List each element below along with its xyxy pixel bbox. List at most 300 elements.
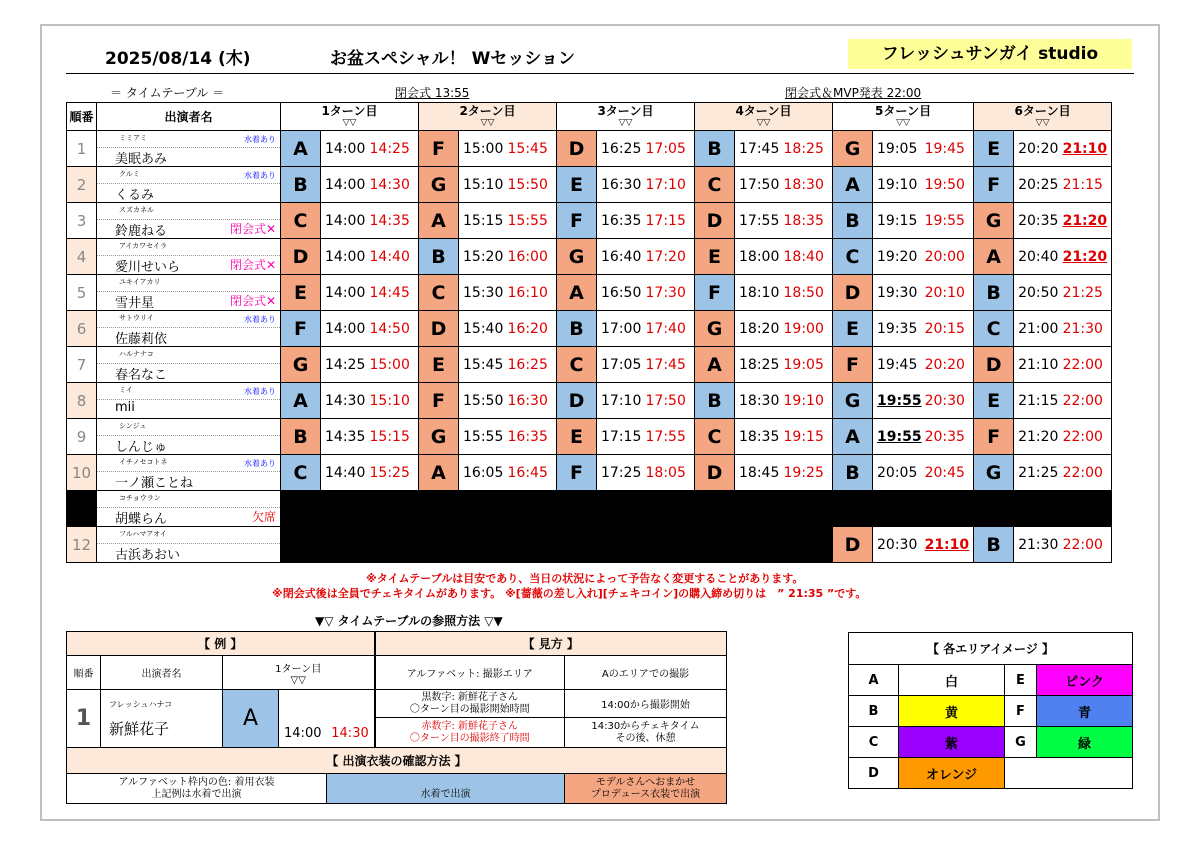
name-header: 出演者名 bbox=[97, 103, 281, 131]
end-time: 17:05 bbox=[643, 131, 695, 167]
end-time: 19:55 bbox=[922, 203, 974, 239]
view-start: 黒数字: 新鮮花子さん 〇ターン目の撮影開始時間 bbox=[375, 690, 565, 718]
area-letter: D bbox=[833, 275, 873, 311]
end-time: 14:40 bbox=[367, 239, 419, 275]
area-letter: F bbox=[557, 203, 597, 239]
table-row bbox=[67, 455, 1112, 491]
area-letter: D bbox=[695, 203, 735, 239]
end-time: 19:10 bbox=[781, 383, 833, 419]
start-time: 21:15 bbox=[1014, 383, 1060, 419]
start-time: 20:20 bbox=[1014, 131, 1060, 167]
end-time: 14:35 bbox=[367, 203, 419, 239]
area-letter: E bbox=[974, 383, 1014, 419]
area-color: ピンク bbox=[1037, 665, 1133, 696]
performer-note: 水着あり bbox=[244, 387, 276, 396]
area-letter: A bbox=[833, 419, 873, 455]
start-time: 19:10 bbox=[873, 167, 922, 203]
legend-title: ▼▽ タイムテーブルの参照方法 ▽▼ bbox=[315, 614, 503, 628]
costume-swimsuit: 水着で出演 bbox=[327, 774, 565, 804]
end-time: 20:20 bbox=[922, 347, 974, 383]
mvp-time: 閉会式＆MVP発表 22:00 bbox=[785, 86, 922, 100]
area-letter: A bbox=[419, 455, 459, 491]
start-time: 16:35 bbox=[597, 203, 643, 239]
start-time: 14:40 bbox=[321, 455, 367, 491]
start-time: 14:00 bbox=[321, 203, 367, 239]
area-key: C bbox=[849, 727, 899, 758]
end-time: 19:00 bbox=[781, 311, 833, 347]
performer-name: しんじゅ bbox=[115, 440, 168, 455]
absent-block bbox=[281, 491, 1112, 527]
end-time: 15:00 bbox=[367, 347, 419, 383]
start-time: 14:00 bbox=[321, 275, 367, 311]
performer-name: 佐藤莉依 bbox=[115, 332, 168, 347]
start-time: 18:30 bbox=[735, 383, 781, 419]
area-letter: E bbox=[281, 275, 321, 311]
area-letter: B bbox=[833, 455, 873, 491]
start-time: 20:35 bbox=[1014, 203, 1060, 239]
area-letter: A bbox=[833, 167, 873, 203]
start-time: 17:45 bbox=[735, 131, 781, 167]
performer-kana: アイカワセイラ bbox=[119, 242, 167, 250]
area-letter: A bbox=[974, 239, 1014, 275]
start-time: 17:50 bbox=[735, 167, 781, 203]
area-letter: C bbox=[833, 239, 873, 275]
end-time: 21:15 bbox=[1060, 167, 1112, 203]
area-letter: F bbox=[419, 131, 459, 167]
area-letter: B bbox=[419, 239, 459, 275]
row-number: 4 bbox=[67, 239, 97, 275]
performer-cell bbox=[97, 419, 281, 455]
row-number: 5 bbox=[67, 275, 97, 311]
area-letter: D bbox=[974, 347, 1014, 383]
performer-kana: ハルナナコ bbox=[119, 350, 154, 358]
area-letter: D bbox=[557, 131, 597, 167]
start-time: 17:15 bbox=[597, 419, 643, 455]
area-letter: A bbox=[557, 275, 597, 311]
performer-note: 水着あり bbox=[244, 135, 276, 144]
area-letter: F bbox=[695, 275, 735, 311]
performer-name: 胡蝶らん bbox=[115, 512, 168, 527]
area-letter: B bbox=[281, 167, 321, 203]
end-time: 17:10 bbox=[643, 167, 695, 203]
area-letter: C bbox=[419, 275, 459, 311]
table-row bbox=[67, 347, 1112, 383]
start-time: 21:25 bbox=[1014, 455, 1060, 491]
ex-name-head: 出演者名 bbox=[101, 656, 223, 690]
start-time: 21:10 bbox=[1014, 347, 1060, 383]
end-time: 20:45 bbox=[922, 455, 974, 491]
start-time: 14:30 bbox=[321, 383, 367, 419]
row-number: 9 bbox=[67, 419, 97, 455]
area-letter: C bbox=[557, 347, 597, 383]
area-letter: E bbox=[974, 131, 1014, 167]
performer-kana: コチョウラン bbox=[119, 494, 161, 502]
performer-kana: クルミ bbox=[119, 170, 140, 178]
area-letter: B bbox=[833, 203, 873, 239]
performer-cell bbox=[97, 131, 281, 167]
schedule-date: 2025/08/14 (木) bbox=[105, 49, 251, 69]
performer-cell bbox=[97, 455, 281, 491]
start-time: 20:05 bbox=[873, 455, 922, 491]
end-time: 18:40 bbox=[781, 239, 833, 275]
end-time: 15:10 bbox=[367, 383, 419, 419]
view-head: 【 見方 】 bbox=[375, 632, 727, 656]
end-time: 16:30 bbox=[505, 383, 557, 419]
performer-name: 古浜あおい bbox=[115, 548, 181, 563]
end-time: 17:50 bbox=[643, 383, 695, 419]
performer-note: 水着あり bbox=[244, 171, 276, 180]
area-letter: C bbox=[281, 203, 321, 239]
end-time: 14:30 bbox=[367, 167, 419, 203]
performer-name: 美眠あみ bbox=[115, 152, 168, 167]
area-color: 黄 bbox=[899, 696, 1005, 727]
performer-name: くるみ bbox=[115, 188, 155, 203]
performer-cell bbox=[97, 347, 281, 383]
end-time: 18:25 bbox=[781, 131, 833, 167]
end-time: 15:45 bbox=[505, 131, 557, 167]
start-time: 19:20 bbox=[873, 239, 922, 275]
view-end: 赤数字: 新鮮花子さん 〇ターン目の撮影終了時間 bbox=[375, 718, 565, 748]
studio-name: フレッシュサンガイ studio bbox=[848, 39, 1132, 69]
area-letter: C bbox=[974, 311, 1014, 347]
start-time: 16:40 bbox=[597, 239, 643, 275]
start-time: 16:05 bbox=[459, 455, 505, 491]
area-letter: C bbox=[695, 419, 735, 455]
start-time: 19:45 bbox=[873, 347, 922, 383]
row-number: 7 bbox=[67, 347, 97, 383]
ex-turn-head: 1ターン目 ▽▽ bbox=[223, 656, 375, 690]
end-time: 15:50 bbox=[505, 167, 557, 203]
table-row bbox=[67, 167, 1112, 203]
closing-time: 閉会式 13:55 bbox=[395, 86, 470, 100]
area-letter: E bbox=[833, 311, 873, 347]
performer-cell bbox=[97, 167, 281, 203]
performer-cell bbox=[97, 275, 281, 311]
performer-note: 水着あり bbox=[244, 459, 276, 468]
end-time: 19:45 bbox=[922, 131, 974, 167]
start-time: 20:50 bbox=[1014, 275, 1060, 311]
timetable bbox=[66, 102, 1112, 563]
reference-table bbox=[66, 631, 727, 804]
performer-cell bbox=[97, 203, 281, 239]
area-color: 白 bbox=[899, 665, 1005, 696]
start-time: 21:00 bbox=[1014, 311, 1060, 347]
turn-header-4: 4ターン目 ▽▽ bbox=[695, 103, 833, 131]
area-letter: D bbox=[695, 455, 735, 491]
row-number: 2 bbox=[67, 167, 97, 203]
view-alpha: アルファベット: 撮影エリア bbox=[375, 656, 565, 690]
end-time: 15:25 bbox=[367, 455, 419, 491]
row-number: 8 bbox=[67, 383, 97, 419]
start-time: 14:25 bbox=[321, 347, 367, 383]
end-time: 17:15 bbox=[643, 203, 695, 239]
example-head: 【 例 】 bbox=[67, 632, 375, 656]
end-time: 20:10 bbox=[922, 275, 974, 311]
end-time: 16:10 bbox=[505, 275, 557, 311]
timetable-label: ＝ タイムテーブル ＝ bbox=[110, 86, 225, 100]
area-letter: A bbox=[695, 347, 735, 383]
area-letter: A bbox=[419, 203, 459, 239]
num-header: 順番 bbox=[67, 103, 97, 131]
area-letter: A bbox=[281, 383, 321, 419]
start-time: 20:30 bbox=[873, 527, 922, 563]
row-number: 6 bbox=[67, 311, 97, 347]
performer-name: mii bbox=[115, 400, 135, 415]
view-start-desc: 14:00から撮影開始 bbox=[565, 690, 727, 718]
area-letter: F bbox=[974, 167, 1014, 203]
area-letter: B bbox=[557, 311, 597, 347]
start-time: 18:00 bbox=[735, 239, 781, 275]
table-row bbox=[67, 383, 1112, 419]
area-color: 緑 bbox=[1037, 727, 1133, 758]
start-time: 17:55 bbox=[735, 203, 781, 239]
end-time: 21:20 bbox=[1060, 203, 1112, 239]
area-letter: D bbox=[281, 239, 321, 275]
end-time: 17:30 bbox=[643, 275, 695, 311]
end-time: 22:00 bbox=[1060, 419, 1112, 455]
table-row bbox=[67, 239, 1112, 275]
performer-kana: ミミアミ bbox=[119, 134, 147, 142]
area-letter: F bbox=[419, 383, 459, 419]
start-time: 16:25 bbox=[597, 131, 643, 167]
blank-block bbox=[281, 527, 833, 563]
area-key: D bbox=[849, 758, 899, 789]
row-number: 12 bbox=[67, 527, 97, 563]
area-letter: B bbox=[695, 131, 735, 167]
view-end-desc: 14:30からチェキタイム その後、休憩 bbox=[565, 718, 727, 748]
end-time: 21:25 bbox=[1060, 275, 1112, 311]
area-title: 【 各エリアイメージ 】 bbox=[849, 633, 1133, 665]
start-time: 14:00 bbox=[321, 239, 367, 275]
start-time: 14:00 bbox=[321, 311, 367, 347]
end-time: 17:55 bbox=[643, 419, 695, 455]
start-time: 19:35 bbox=[873, 311, 922, 347]
start-time: 19:55 bbox=[873, 383, 922, 419]
performer-kana: ユキイアカリ bbox=[119, 278, 161, 286]
area-letter: E bbox=[557, 419, 597, 455]
performer-note: 水着あり bbox=[244, 315, 276, 324]
area-letter: G bbox=[695, 311, 735, 347]
area-letter: F bbox=[557, 455, 597, 491]
turn-header-6: 6ターン目 ▽▽ bbox=[974, 103, 1112, 131]
end-time: 16:35 bbox=[505, 419, 557, 455]
area-letter: F bbox=[974, 419, 1014, 455]
area-letter: G bbox=[974, 203, 1014, 239]
row-number: 1 bbox=[67, 131, 97, 167]
costume-produce: モデルさんへおまかせ プロデュース衣装で出演 bbox=[565, 774, 727, 804]
start-time: 20:40 bbox=[1014, 239, 1060, 275]
start-time: 21:20 bbox=[1014, 419, 1060, 455]
area-letter: B bbox=[974, 275, 1014, 311]
performer-kana: スズカネル bbox=[119, 206, 154, 214]
area-letter: G bbox=[419, 167, 459, 203]
ex-num: 1 bbox=[67, 690, 101, 748]
end-time: 16:00 bbox=[505, 239, 557, 275]
end-time: 22:00 bbox=[1060, 527, 1112, 563]
start-time: 17:00 bbox=[597, 311, 643, 347]
performer-cell bbox=[97, 491, 281, 527]
area-letter: B bbox=[695, 383, 735, 419]
start-time: 16:30 bbox=[597, 167, 643, 203]
start-time: 21:30 bbox=[1014, 527, 1060, 563]
start-time: 15:55 bbox=[459, 419, 505, 455]
area-color: 紫 bbox=[899, 727, 1005, 758]
start-time: 20:25 bbox=[1014, 167, 1060, 203]
performer-name: 一ノ瀬ことね bbox=[115, 476, 194, 491]
performer-note: 閉会式✕ bbox=[229, 222, 276, 236]
end-time: 16:25 bbox=[505, 347, 557, 383]
ex-name-cell: フレッシュハナコ 新鮮花子 bbox=[101, 690, 223, 748]
start-time: 15:40 bbox=[459, 311, 505, 347]
performer-kana: フルハマアオイ bbox=[119, 530, 167, 538]
start-time: 15:45 bbox=[459, 347, 505, 383]
performer-note: 閉会式✕ bbox=[229, 258, 276, 272]
area-letter: D bbox=[833, 527, 873, 563]
area-letter: G bbox=[833, 131, 873, 167]
header-divider bbox=[66, 73, 1134, 74]
table-row bbox=[67, 275, 1112, 311]
end-time: 15:55 bbox=[505, 203, 557, 239]
area-color: 青 bbox=[1037, 696, 1133, 727]
end-time: 18:30 bbox=[781, 167, 833, 203]
area-letter: G bbox=[419, 419, 459, 455]
turn-header-2: 2ターン目 ▽▽ bbox=[419, 103, 557, 131]
start-time: 15:10 bbox=[459, 167, 505, 203]
start-time: 18:20 bbox=[735, 311, 781, 347]
end-time: 19:05 bbox=[781, 347, 833, 383]
end-time: 14:50 bbox=[367, 311, 419, 347]
area-letter: B bbox=[281, 419, 321, 455]
performer-kana: シンジュ bbox=[119, 422, 147, 430]
end-time: 19:25 bbox=[781, 455, 833, 491]
ex-end: 14:30 bbox=[327, 690, 375, 748]
end-time: 19:50 bbox=[922, 167, 974, 203]
end-time: 19:15 bbox=[781, 419, 833, 455]
event-title: お盆スペシャル！ Wセッション bbox=[330, 49, 575, 69]
start-time: 15:15 bbox=[459, 203, 505, 239]
area-letter: G bbox=[281, 347, 321, 383]
end-time: 17:20 bbox=[643, 239, 695, 275]
performer-note: 欠席 bbox=[251, 510, 276, 524]
end-time: 22:00 bbox=[1060, 455, 1112, 491]
performer-cell bbox=[97, 239, 281, 275]
area-letter: G bbox=[557, 239, 597, 275]
performer-name: 春名なこ bbox=[115, 368, 168, 383]
end-time: 21:10 bbox=[922, 527, 974, 563]
performer-name: 雪井星 bbox=[115, 296, 155, 311]
performer-cell bbox=[97, 383, 281, 419]
end-time: 15:15 bbox=[367, 419, 419, 455]
performer-kana: サトウリイ bbox=[119, 314, 154, 322]
end-time: 17:40 bbox=[643, 311, 695, 347]
ex-start: 14:00 bbox=[279, 690, 327, 748]
area-letter: D bbox=[557, 383, 597, 419]
performer-cell bbox=[97, 311, 281, 347]
end-time: 22:00 bbox=[1060, 347, 1112, 383]
row-number bbox=[67, 491, 97, 527]
end-time: 16:45 bbox=[505, 455, 557, 491]
start-time: 18:25 bbox=[735, 347, 781, 383]
area-letter: F bbox=[833, 347, 873, 383]
costume-desc: アルファベット枠内の色: 着用衣装 上記例は水着で出演 bbox=[67, 774, 327, 804]
end-time: 18:05 bbox=[643, 455, 695, 491]
area-key: B bbox=[849, 696, 899, 727]
area-letter: F bbox=[281, 311, 321, 347]
area-key: E bbox=[1005, 665, 1037, 696]
end-time: 20:00 bbox=[922, 239, 974, 275]
timetable-note-2: ※閉会式後は全員でチェキタイムがあります。 ※[薔薇の差し入れ][チェキコイン]の購入締め切りは ” 21:35 ”です。 bbox=[272, 587, 867, 600]
start-time: 18:35 bbox=[735, 419, 781, 455]
start-time: 17:10 bbox=[597, 383, 643, 419]
end-time: 21:10 bbox=[1060, 131, 1112, 167]
end-time: 21:30 bbox=[1060, 311, 1112, 347]
start-time: 14:00 bbox=[321, 131, 367, 167]
area-table bbox=[848, 632, 1133, 789]
performer-name: 鈴鹿ねる bbox=[115, 224, 168, 239]
performer-note: 閉会式✕ bbox=[229, 294, 276, 308]
performer-kana: ミイ bbox=[119, 386, 133, 394]
area-color: オレンジ bbox=[899, 758, 1005, 789]
start-time: 19:55 bbox=[873, 419, 922, 455]
end-time: 18:50 bbox=[781, 275, 833, 311]
start-time: 15:00 bbox=[459, 131, 505, 167]
table-row bbox=[67, 491, 1112, 527]
ex-letter: A bbox=[223, 690, 279, 748]
area-key: G bbox=[1005, 727, 1037, 758]
start-time: 14:35 bbox=[321, 419, 367, 455]
area-letter: E bbox=[557, 167, 597, 203]
row-number: 10 bbox=[67, 455, 97, 491]
area-key: F bbox=[1005, 696, 1037, 727]
area-letter: B bbox=[974, 527, 1014, 563]
area-letter: G bbox=[974, 455, 1014, 491]
area-empty bbox=[1005, 758, 1133, 789]
area-key: A bbox=[849, 665, 899, 696]
timetable-note-1: ※タイムテーブルは目安であり、当日の状況によって予告なく変更することがあります。 bbox=[366, 572, 804, 585]
end-time: 14:25 bbox=[367, 131, 419, 167]
table-row bbox=[67, 131, 1112, 167]
area-letter: E bbox=[695, 239, 735, 275]
start-time: 15:50 bbox=[459, 383, 505, 419]
area-letter: C bbox=[695, 167, 735, 203]
area-letter: A bbox=[281, 131, 321, 167]
performer-kana: イチノセコトネ bbox=[119, 458, 168, 466]
performer-cell bbox=[97, 527, 281, 563]
turn-header-1: 1ターン目 ▽▽ bbox=[281, 103, 419, 131]
start-time: 17:25 bbox=[597, 455, 643, 491]
start-time: 17:05 bbox=[597, 347, 643, 383]
end-time: 18:35 bbox=[781, 203, 833, 239]
end-time: 21:20 bbox=[1060, 239, 1112, 275]
area-letter: C bbox=[281, 455, 321, 491]
table-row bbox=[67, 527, 1112, 563]
start-time: 19:15 bbox=[873, 203, 922, 239]
costume-head: 【 出演衣装の確認方法 】 bbox=[67, 748, 727, 774]
ex-num-head: 順番 bbox=[67, 656, 101, 690]
start-time: 14:00 bbox=[321, 167, 367, 203]
start-time: 18:10 bbox=[735, 275, 781, 311]
view-alpha-desc: Aのエリアでの撮影 bbox=[565, 656, 727, 690]
table-row bbox=[67, 419, 1112, 455]
start-time: 19:30 bbox=[873, 275, 922, 311]
start-time: 18:45 bbox=[735, 455, 781, 491]
end-time: 20:30 bbox=[922, 383, 974, 419]
start-time: 19:05 bbox=[873, 131, 922, 167]
area-letter: E bbox=[419, 347, 459, 383]
start-time: 15:20 bbox=[459, 239, 505, 275]
turn-header-3: 3ターン目 ▽▽ bbox=[557, 103, 695, 131]
performer-name: 愛川せいら bbox=[115, 260, 181, 275]
